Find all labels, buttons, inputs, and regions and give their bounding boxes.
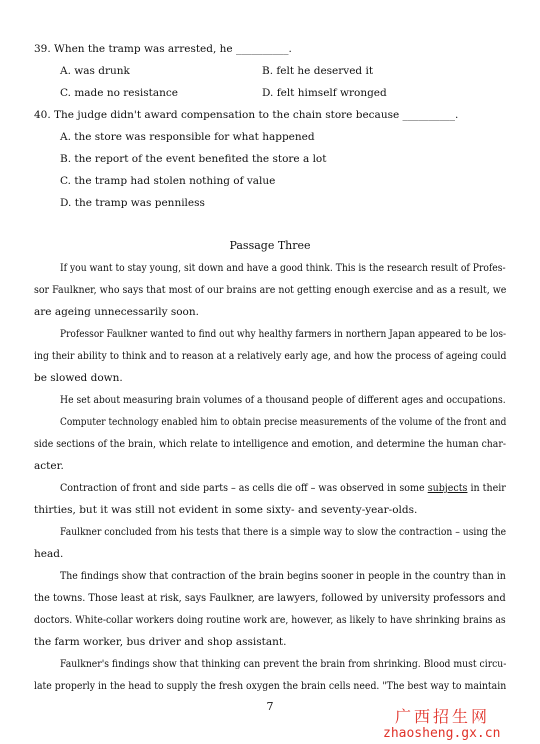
passage-line: late properly in the head to supply the fresh oxygen the brain cells need. "The best way to maintain — [34, 680, 507, 692]
passage-text: in their — [470, 482, 506, 494]
q39-option-c: C. made no resistance — [60, 87, 178, 99]
passage-text: Contraction of front and side parts – as cells die off – was observed in some — [60, 482, 425, 494]
passage-line: sor Faulkner, who says that most of our brains are not getting enough exercise and as a result, we — [34, 284, 507, 296]
q39-option-d: D. felt himself wronged — [262, 87, 387, 99]
passage-line: ing their ability to think and to reason at a relatively early age, and how the process of ageing could — [34, 350, 507, 362]
underlined-word-subjects: subjects — [427, 482, 468, 494]
passage-line: Professor Faulkner wanted to find out why healthy farmers in northern Japan appeared to be los- — [60, 328, 507, 340]
passage-line: thirties, but it was still not evident in some sixty- and seventy-year-olds. — [34, 504, 418, 516]
passage-line: the towns. Those least at risk, says Faulkner, are lawyers, followed by university professors and — [34, 592, 506, 604]
passage-title: Passage Three — [229, 239, 311, 252]
page-number: 7 — [266, 700, 274, 713]
passage-line: Faulkner's findings show that thinking can prevent the brain from shrinking. Blood must circu- — [60, 658, 507, 670]
question-39-stem: 39. When the tramp was arrested, he __________. — [34, 43, 292, 55]
passage-line: be slowed down. — [34, 372, 123, 384]
passage-line — [60, 481, 506, 495]
passage-line: He set about measuring brain volumes of a thousand people of different ages and occupations. — [60, 394, 506, 406]
q40-option-b: B. the report of the event benefited the store a lot — [60, 153, 327, 165]
passage-line: Computer technology enabled him to obtain precise measurements of the volume of the front and — [60, 416, 507, 428]
passage-line: the farm worker, bus driver and shop assistant. — [34, 636, 287, 648]
q40-option-a: A. the store was responsible for what happened — [60, 131, 315, 143]
passage-line: head. — [34, 548, 64, 560]
passage-line: are ageing unnecessarily soon. — [34, 306, 199, 318]
watermark-url: zhaosheng.gx.cn — [383, 726, 501, 741]
q39-option-a: A. was drunk — [60, 65, 130, 77]
q39-option-b: B. felt he deserved it — [262, 65, 374, 77]
passage-line: acter. — [34, 460, 64, 472]
q40-option-d: D. the tramp was penniless — [60, 197, 205, 209]
passage-line: Faulkner concluded from his tests that there is a simple way to slow the contraction – using the — [60, 526, 507, 538]
q40-option-c: C. the tramp had stolen nothing of value — [60, 175, 276, 187]
question-40-stem: 40. The judge didn't award compensation to the chain store because __________. — [34, 109, 459, 121]
passage-line: side sections of the brain, which relate to intelligence and emotion, and determine the human char- — [34, 438, 506, 450]
passage-line: The findings show that contraction of the brain begins sooner in people in the country than in — [60, 570, 506, 582]
watermark-logo-text: 广西招生网 — [395, 707, 491, 726]
passage-line: If you want to stay young, sit down and have a good think. This is the research result of Profes- — [60, 262, 506, 274]
passage-line: doctors. White-collar workers doing routine work are, however, as likely to have shrinking brains as — [34, 614, 506, 626]
